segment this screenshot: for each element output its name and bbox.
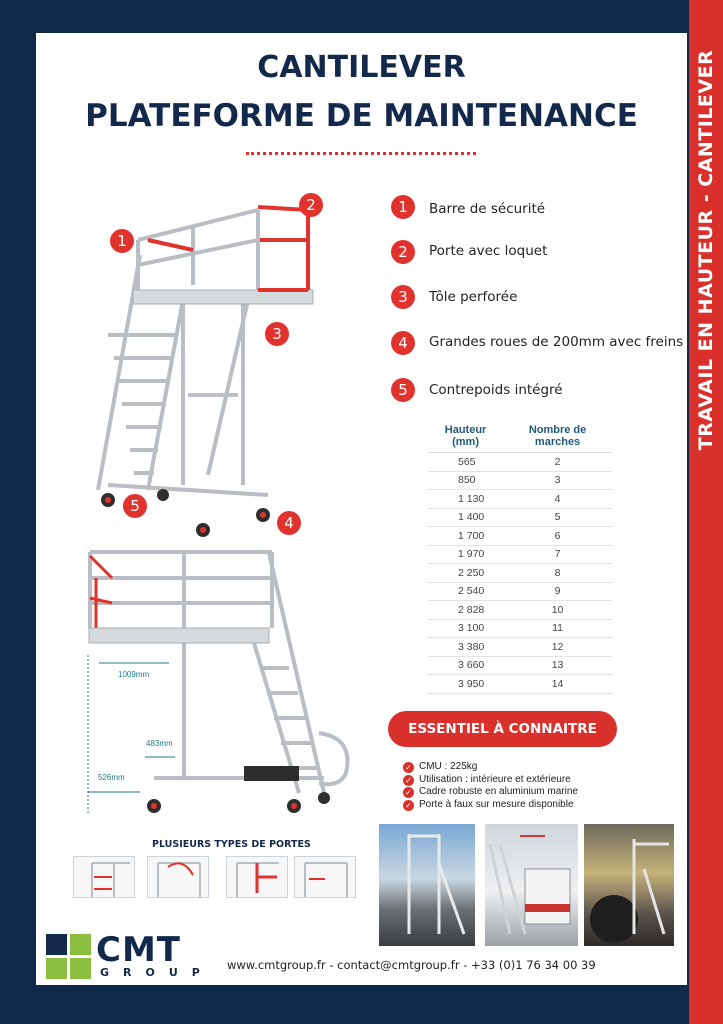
cell-height: 2 540: [428, 582, 503, 601]
diagram-marker-5: 5: [123, 494, 147, 518]
photo-mining-truck: [584, 824, 674, 946]
cell-height: 3 380: [428, 638, 503, 657]
cell-height: 1 400: [428, 508, 503, 527]
essentiel-item-text: Cadre robuste en aluminium marine: [419, 786, 578, 797]
diagram-marker-4: 4: [277, 511, 301, 535]
cell-height: 1 970: [428, 545, 503, 564]
essentiel-item-text: Porte à faux sur mesure disponible: [419, 798, 574, 810]
cell-height: 3 660: [428, 656, 503, 675]
dimension-label-width: 1009mm: [118, 670, 150, 679]
column-header-height: Hauteur (mm): [428, 420, 503, 453]
table-row: [428, 601, 612, 620]
cell-height: 3 100: [428, 619, 503, 638]
door-type-thumbnail: [226, 856, 288, 898]
cell-steps: 13: [503, 656, 612, 675]
table-row: [428, 656, 612, 675]
cell-steps: 14: [503, 675, 612, 694]
cell-height: 850: [428, 471, 503, 490]
feature-label-3: Tôle perforée: [429, 289, 518, 305]
essentiel-item: [403, 786, 578, 799]
cell-height: 3 950: [428, 675, 503, 694]
column-header-steps: Nombre de marches: [503, 420, 612, 453]
dimension-label-base: 526mm: [98, 773, 125, 782]
cell-steps: 10: [503, 601, 612, 620]
cell-steps: 11: [503, 619, 612, 638]
dimension-label-overhang: 483mm: [146, 739, 173, 748]
side-band-text: TRAVAIL EN HAUTEUR - CANTILEVER: [695, 49, 717, 451]
table-row: [428, 582, 612, 601]
cell-height: 2 828: [428, 601, 503, 620]
table-row: [428, 545, 612, 564]
door-type-thumbnail: [73, 856, 135, 898]
check-icon: ✓: [403, 800, 414, 811]
feature-label-2: Porte avec loquet: [429, 243, 548, 259]
diagram-marker-2: 2: [299, 193, 323, 217]
essentiel-item: [403, 774, 578, 787]
table-row: [428, 453, 612, 472]
door-type-thumbnail: [147, 856, 209, 898]
feature-label-5: Contrepoids intégré: [429, 382, 563, 398]
door-type-thumbnail: [294, 856, 356, 898]
cell-steps: 12: [503, 638, 612, 657]
feature-number-3: 3: [391, 285, 415, 309]
check-icon: ✓: [403, 762, 414, 773]
logo-name: CMT: [96, 930, 181, 970]
photo-truck-cab: [485, 824, 578, 946]
essentiel-item-text: CMU : 225kg: [419, 761, 478, 772]
contact-footer: www.cmtgroup.fr - contact@cmtgroup.fr - +33 (0)1 76 34 00 39: [227, 958, 596, 972]
photo-truck-site: [379, 824, 475, 946]
feature-label-1: Barre de sécurité: [429, 201, 546, 217]
cell-steps: 5: [503, 508, 612, 527]
doors-title: PLUSIEURS TYPES DE PORTES: [152, 839, 311, 850]
essentiel-item: [403, 761, 578, 774]
diagram-marker-1: 1: [110, 229, 134, 253]
cell-height: 2 250: [428, 564, 503, 583]
essentiel-banner: ESSENTIEL À CONNAITRE: [388, 711, 617, 747]
cell-steps: 9: [503, 582, 612, 601]
essentiel-item-text: Utilisation : intérieure et extérieure: [419, 773, 571, 785]
table-row: [428, 471, 612, 490]
title-line-2: PLATEFORME DE MAINTENANCE: [85, 98, 638, 134]
cell-height: 565: [428, 453, 503, 472]
spec-table: [428, 420, 612, 694]
check-icon: ✓: [403, 775, 414, 786]
cell-steps: 3: [503, 471, 612, 490]
table-row: [428, 564, 612, 583]
check-icon: ✓: [403, 787, 414, 798]
feature-number-2: 2: [391, 240, 415, 264]
title-line-1: CANTILEVER: [257, 50, 466, 85]
feature-number-4: 4: [391, 331, 415, 355]
essentiel-item: [403, 799, 578, 812]
table-row: [428, 638, 612, 657]
table-row: [428, 508, 612, 527]
title-divider: [246, 152, 476, 155]
cell-steps: 2: [503, 453, 612, 472]
logo-subtitle: GROUP: [100, 966, 214, 979]
feature-label-4: Grandes roues de 200mm avec freins: [429, 334, 684, 350]
diagram-marker-3: 3: [265, 322, 289, 346]
cell-steps: 4: [503, 490, 612, 509]
table-row: [428, 619, 612, 638]
table-row: [428, 490, 612, 509]
cell-steps: 7: [503, 545, 612, 564]
cell-steps: 8: [503, 564, 612, 583]
table-row: [428, 675, 612, 694]
feature-number-5: 5: [391, 378, 415, 402]
cell-height: 1 130: [428, 490, 503, 509]
table-header-row: [428, 420, 612, 453]
dimension-lines: [85, 655, 175, 815]
cell-height: 1 700: [428, 527, 503, 546]
essentiel-list: [403, 761, 578, 811]
feature-number-1: 1: [391, 195, 415, 219]
cell-steps: 6: [503, 527, 612, 546]
table-row: [428, 527, 612, 546]
